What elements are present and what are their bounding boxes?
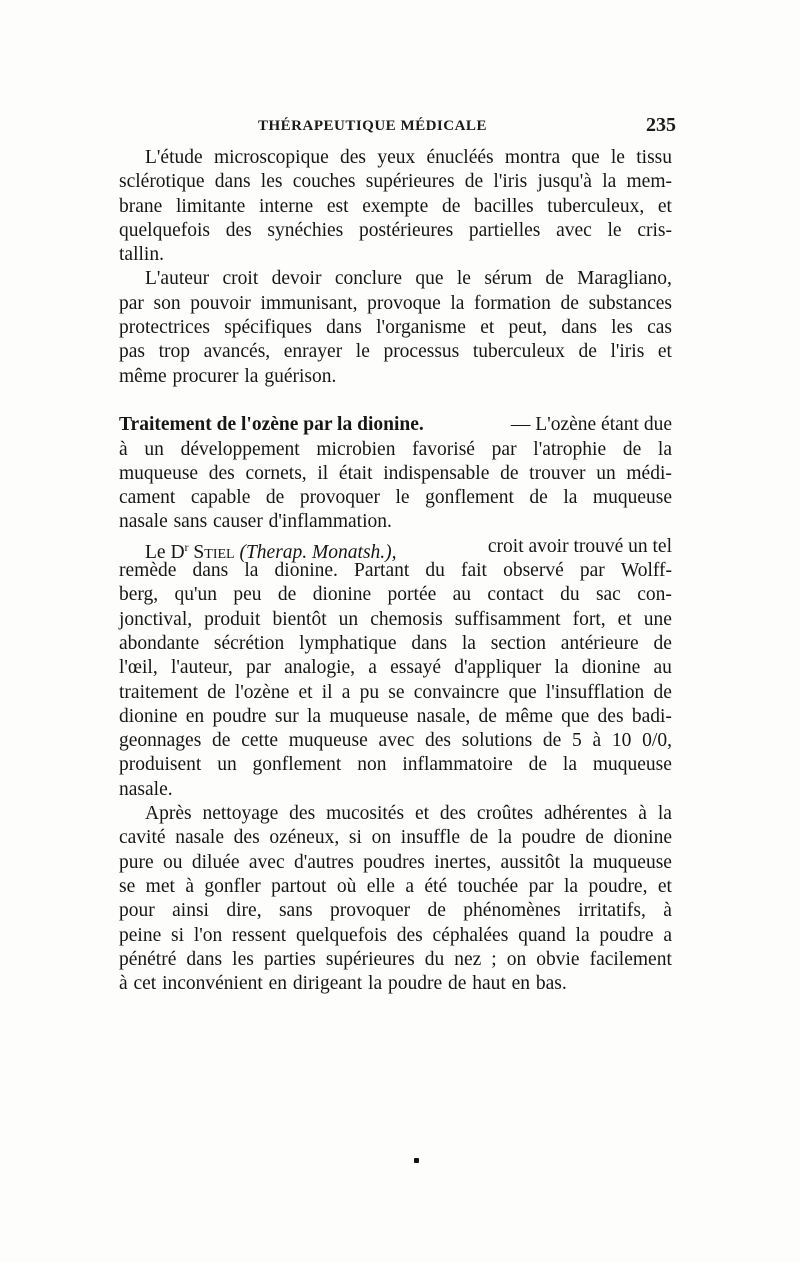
text-line: L'auteur croit devoir conclure que le sérum de Maragliano, [145,268,672,290]
section-paragraph-1 [119,438,672,535]
text-line: geonnages de cette muqueuse avec des solutions de 5 à 10 0/0, [119,730,672,752]
text-line: tallin. [119,244,164,266]
section-heading: Traitement de l'ozène par la dionine. [119,414,424,436]
text-line: berg, qu'un peu de dionine portée au contact du sac con- [119,584,672,606]
text-line: sclérotique dans les couches supérieures de l'iris jusqu'à la mem- [119,171,672,193]
text-line: produisent un gonflement non inflammatoire de la muqueuse [119,754,672,776]
section-heading-rest: — L'ozène étant due [510,414,672,436]
text-line: muqueuse des cornets, il était indispensable de trouver un médi- [119,462,672,484]
text-line: L'étude microscopique des yeux énucléés montra que le tissu [145,147,672,168]
text-line: brane limitante interne est exempte de bacilles tuberculeux, et [119,195,672,217]
print-speck [414,1158,419,1163]
body-text [119,146,672,996]
stiel-line [119,535,672,563]
text-line: cament capable de provoquer le gonflement de la muqueuse [119,487,672,509]
section-heading-line [119,413,672,437]
text-line: l'œil, l'auteur, par analogie, a essayé d'appliquer la dionine au [119,657,672,679]
text-line: quelquefois des synéchies postérieures partielles avec le cris- [119,219,672,241]
running-header [120,116,676,142]
text-line: à un développement microbien favorisé par l'atrophie de la [119,438,672,460]
text-line: pas trop avancés, enrayer le processus tuberculeux de l'iris et [119,341,672,363]
text-line: jonctival, produit bientôt un chemosis suffisamment fort, et une [119,608,672,630]
author-name: Stiel [193,541,235,563]
text-line: dionine en poudre sur la muqueuse nasale, de même que des badi- [119,705,672,727]
stiel-intro: Le $D^r$ Stiel (Therap. Monatsh.), [145,539,397,563]
journal-citation: (Therap. Monatsh.), [239,541,397,563]
text-line: Après nettoyage des mucosités et des croûtes adhérentes à la [145,803,672,825]
text-line: cavité nasale des ozéneux, si on insuffle de la poudre de dionine [119,827,672,849]
text-line: abondante sécrétion lymphatique dans la section antérieure de [119,632,672,654]
text-line: protectrices spécifiques dans l'organisme et peut, dans les cas [119,317,672,339]
running-title: THÉRAPEUTIQUE MÉDICALE [258,118,487,134]
text-line: se met à gonfler partout où elle a été touchée par la poudre, et [119,875,672,897]
text-line: nasale. [119,778,173,800]
section-paragraph-2 [119,559,672,802]
text-line: par son pouvoir immunisant, provoque la formation de substances [119,292,672,314]
section-gap [119,389,672,413]
text-line: même procurer la guérison. [119,365,337,387]
page-number: 235 [646,114,676,136]
section-paragraph-3 [119,802,672,996]
text-line: peine si l'on ressent quelquefois des céphalées quand la poudre a [119,924,672,946]
text-line: remède dans la dionine. Partant du fait observé par Wolff- [119,560,672,582]
text-line: nasale sans causer d'inflammation. [119,511,392,533]
opening-paragraphs [119,146,672,389]
text-line: pénétré dans les parties supérieures du nez ; on obvie facilement [119,948,672,970]
text-line: traitement de l'ozène et il a pu se convaincre que l'insufflation de [119,681,672,703]
text-line: à cet inconvénient en dirigeant la poudre de haut en bas. [119,973,567,995]
text-line: pour ainsi dire, sans provoquer de phénomènes irritatifs, à [119,900,672,922]
text-line: pure ou diluée avec d'autres poudres inertes, aussitôt la muqueuse [119,851,672,873]
stiel-line-rest: croit avoir trouvé un tel [487,535,672,557]
